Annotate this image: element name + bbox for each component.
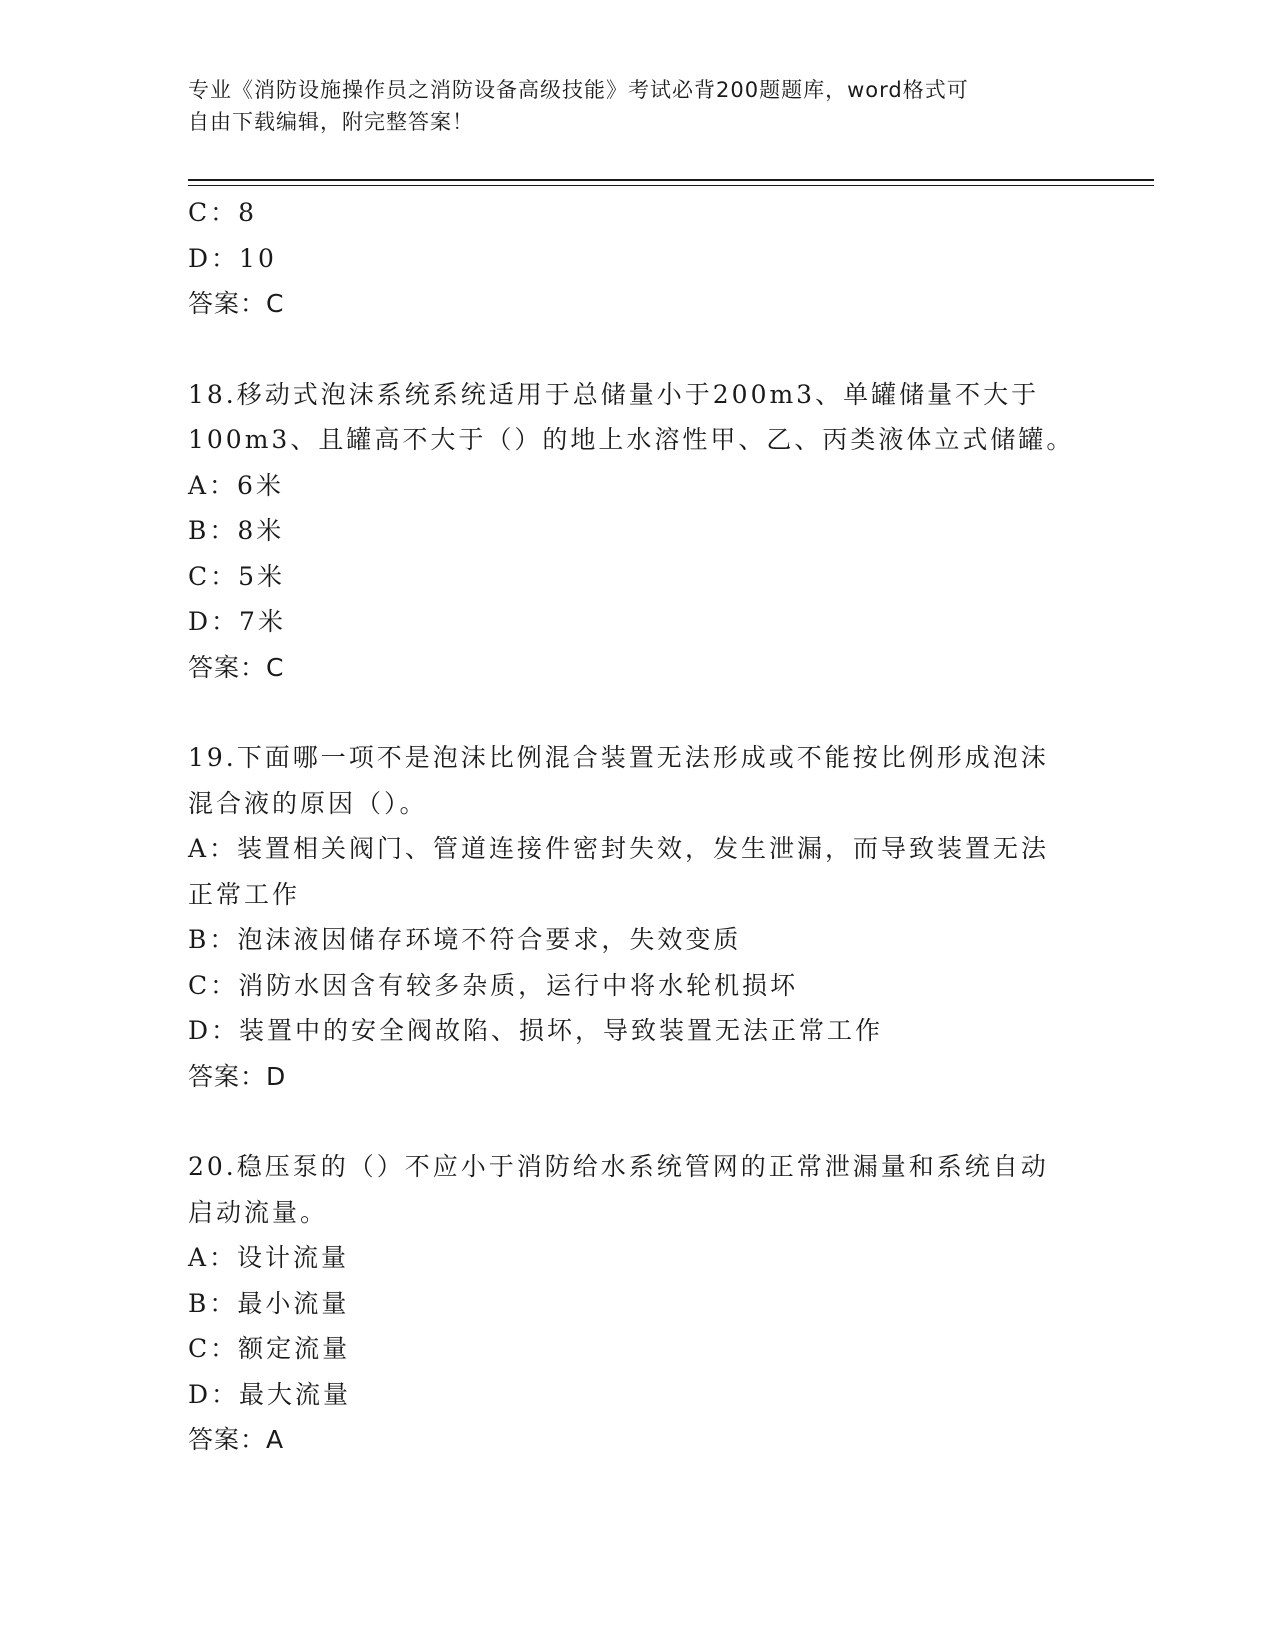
question-content xyxy=(188,190,1088,1463)
document-header xyxy=(188,74,1068,138)
header-line-1: 专业《消防设施操作员之消防设备高级技能》考试必背200题题库，word格式可 xyxy=(188,78,969,102)
question-text: 19.下面哪一项不是泡沫比例混合装置无法形成或不能按比例形成泡沫 xyxy=(188,743,1049,772)
question-text: 20.稳压泵的（）不应小于消防给水系统管网的正常泄漏量和系统自动 xyxy=(188,1152,1049,1181)
previous-question-tail xyxy=(188,190,1088,327)
header-divider-thin xyxy=(188,185,1154,186)
question-text: 18.移动式泡沫系统系统适用于总储量小于200m3、单罐储量不大于 xyxy=(188,379,1040,409)
question-18 xyxy=(188,372,1088,691)
option-b: B：最小流量 xyxy=(188,1288,350,1318)
option-d: D：10 xyxy=(188,243,277,273)
question-text: 100m3、且罐高不大于（）的地上水溶性甲、乙、丙类液体立式储罐。 xyxy=(188,425,1075,454)
option-b: B：8米 xyxy=(188,516,285,545)
question-text: 混合液的原因（）。 xyxy=(188,788,428,818)
question-text: 启动流量。 xyxy=(188,1197,329,1227)
header-line-2: 自由下载编辑，附完整答案！ xyxy=(188,110,474,134)
option-d: D：7米 xyxy=(188,607,286,636)
answer-line: 答案：C xyxy=(188,652,285,682)
option-c: C：消防水因含有较多杂质，运行中将水轮机损坏 xyxy=(188,970,799,1000)
question-19 xyxy=(188,735,1088,1099)
answer-line: 答案：C xyxy=(188,289,285,318)
answer-line: 答案：D xyxy=(188,1061,287,1091)
option-c: C：5米 xyxy=(188,561,286,591)
option-a: A：设计流量 xyxy=(188,1243,350,1272)
option-b: B：泡沫液因储存环境不符合要求，失效变质 xyxy=(188,925,742,954)
header-divider-thick xyxy=(188,179,1154,181)
option-d: D：装置中的安全阀故陷、损坏，导致装置无法正常工作 xyxy=(188,1016,884,1045)
option-c: C：8 xyxy=(188,198,258,227)
option-a: A：6米 xyxy=(188,470,284,500)
option-a: A：装置相关阀门、管道连接件密封失效，发生泄漏，而导致装置无法 xyxy=(188,834,1050,863)
option-c: C：额定流量 xyxy=(188,1334,351,1363)
question-20 xyxy=(188,1144,1088,1463)
answer-line: 答案：A xyxy=(188,1425,285,1454)
option-a-continued: 正常工作 xyxy=(188,879,301,909)
option-d: D：最大流量 xyxy=(188,1379,352,1409)
